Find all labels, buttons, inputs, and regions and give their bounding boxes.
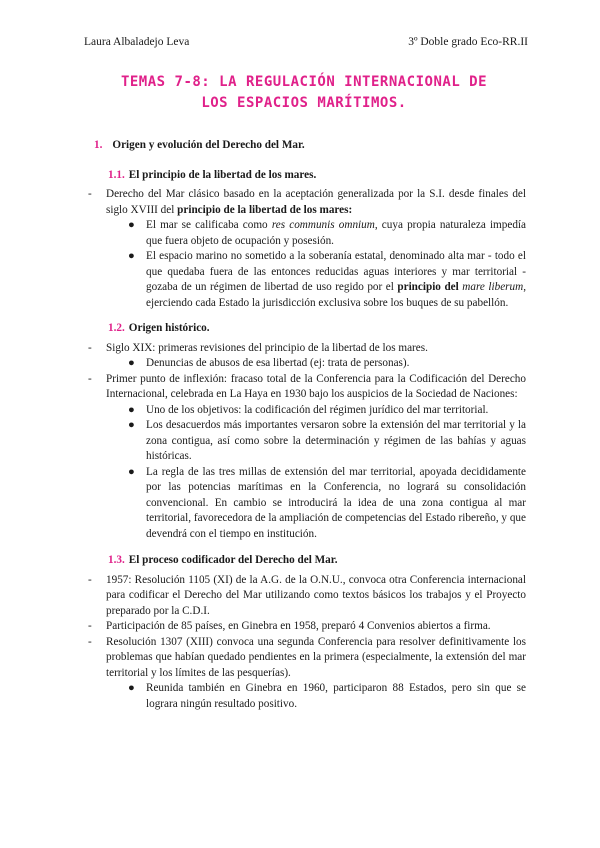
bullet-icon: ● xyxy=(128,357,135,369)
subsection-1-1-heading xyxy=(108,168,526,184)
subsection-title: El proceso codificador del Derecho del Mar. xyxy=(128,554,338,566)
subsection-title: El principio de la libertad de los mares. xyxy=(128,168,317,181)
author-name: Laura Albaladejo Leva xyxy=(84,36,190,48)
section-number: 1. xyxy=(94,139,103,151)
bullet-icon: ● xyxy=(128,419,135,431)
dash-item: - 1957: Resolución 1105 (XI) de la A.G. de la O.N.U., convoca otra Conferencia internacional para codificar el Derecho del Mar utilizando como textos básicos los trabajos y el Proyecto preparado por la C.D.I. xyxy=(86,573,526,620)
subsection-1-3-heading xyxy=(108,553,526,569)
subsection-title: Origen histórico. xyxy=(128,322,210,334)
bullet-item: ● El mar se calificaba como res communis omnium, cuya propia naturaleza impedía que fuera objeto de ocupación y posesión. xyxy=(128,219,526,247)
bullet-icon: ● xyxy=(128,465,135,478)
document-body xyxy=(86,138,526,712)
dash-item: - Primer punto de inflexión: fracaso total de la Conferencia para la Codificación del Derecho Internacional, celebrada en La Haya en 1930 bajo los auspicios de la Sociedad de Naciones: xyxy=(86,372,526,403)
subsection-1-2-heading xyxy=(108,321,526,337)
title-line-1: TEMAS 7-8: LA REGULACIÓN INTERNACIONAL DE xyxy=(120,74,488,90)
bullet-icon: ● xyxy=(128,250,135,262)
section-1-heading xyxy=(94,138,526,154)
dash-item: - Siglo XIX: primeras revisiones del principio de la libertad de los mares. xyxy=(86,341,526,357)
dash-item: - Derecho del Mar clásico basado en la aceptación generalizada por la S.I. desde finales del siglo XVIII del principio de la libertad de los mares: xyxy=(86,187,526,218)
bullet-item: ● Denuncias de abusos de esa libertad (ej: trata de personas). xyxy=(86,356,526,372)
document-title xyxy=(80,72,528,114)
title-line-2: LOS ESPACIOS MARÍTIMOS. xyxy=(201,95,407,111)
subsection-number: 1.3. xyxy=(108,554,125,566)
bullet-icon: ● xyxy=(128,682,135,694)
dash-item: - Resolución 1307 (XIII) convoca una segunda Conferencia para resolver definitivamente los problemas que habían quedado pendientes en la primera (especialmente, la extensión del mar territorial y los límites de las pesquerías). xyxy=(86,635,526,682)
course-name: 3º Doble grado Eco-RR.II xyxy=(408,36,528,48)
bullet-icon: ● xyxy=(128,403,135,416)
bullet-item: ● Los desacuerdos más importantes versaron sobre la extensión del mar territorial y la zona contigua, así como sobre la determinación y régimen de las bahías y aguas históricas. xyxy=(128,419,526,462)
bullet-item: ● Reunida también en Ginebra en 1960, participaron 88 Estados, pero sin que se lograra ningún resultado positivo. xyxy=(128,682,526,710)
bullet-item: ● La regla de las tres millas de extensión del mar territorial, apoyada decididamente por las potencias marítimas en la Conferencia, no logrará su consolidación convencional. En cambio se introducirá la idea de una zona contigua al mar territorial, favorecedora de la ampliación de competencias del Estado ribereño, y que devendrá con el tiempo en institución. xyxy=(128,465,526,540)
bullet-item: ● El espacio marino no sometido a la soberanía estatal, denominado alta mar - todo el que quedaba fuera de las entonces reducidas aguas interiores y mar territorial - gozaba de un régimen de libertad de uso regido por el principio del mare liberum, ejerciendo cada Estado la jurisdicción exclusiva sobre los buques de su pabellón. xyxy=(128,250,526,309)
subsection-number: 1.2. xyxy=(108,322,125,334)
subsection-number: 1.1. xyxy=(108,168,125,181)
bullet-icon: ● xyxy=(128,219,135,231)
dash-item: - Participación de 85 países, en Ginebra en 1958, preparó 4 Convenios abiertos a firma. xyxy=(86,619,526,635)
section-title: Origen y evolución del Derecho del Mar. xyxy=(112,139,305,151)
bullet-item: ● Uno de los objetivos: la codificación del régimen jurídico del mar territorial. xyxy=(86,403,526,419)
